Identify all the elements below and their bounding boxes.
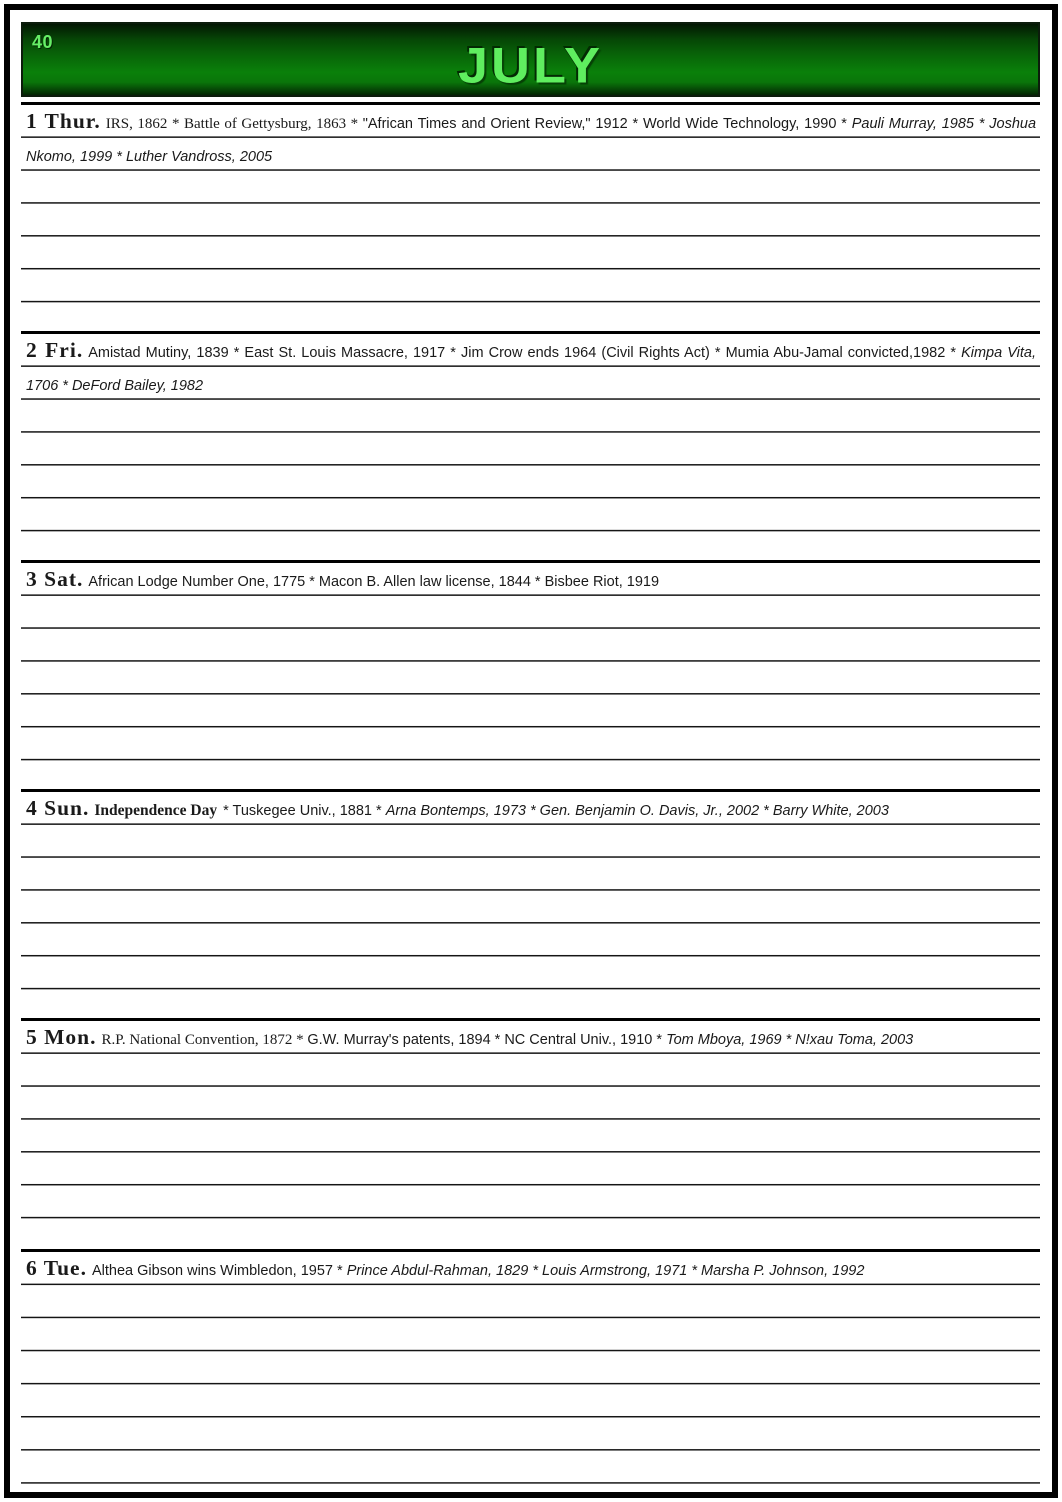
day-entry-1: [21, 102, 1040, 331]
day-4-events-sans: * Tuskegee Univ., 1881 *: [219, 803, 386, 819]
day-5-label: 5 Mon.: [26, 1025, 97, 1049]
month-banner: [21, 22, 1040, 97]
day-4-holiday: Independence Day: [94, 802, 218, 819]
day-1-events-italic: Pauli Murray, 1985 * Joshua Nkomo, 1999 * Luther Vandross, 2005: [26, 116, 1037, 165]
day-entry-2: [21, 331, 1040, 560]
day-entries: [21, 102, 1040, 1489]
day-entry-3: [21, 560, 1040, 789]
day-4-label: 4 Sun.: [26, 796, 90, 820]
day-6-events-sans: Althea Gibson wins Wimbledon, 1957 *: [91, 1263, 347, 1279]
month-title: JULY: [457, 38, 604, 94]
page-number: 40: [32, 32, 54, 52]
day-4-events: [21, 792, 1040, 828]
day-5-events-serif: R.P. National Convention, 1872 *: [101, 1032, 308, 1048]
day-6-label: 6 Tue.: [26, 1256, 87, 1280]
day-6-events-italic: Prince Abdul-Rahman, 1829 * Louis Armstrong, 1971 * Marsha P. Johnson, 1992: [346, 1263, 865, 1279]
day-3-events: [21, 563, 1040, 599]
day-entry-5: [21, 1018, 1040, 1249]
day-3-events-sans: African Lodge Number One, 1775 * Macon B. Allen law license, 1844 * Bisbee Riot, 1919: [88, 574, 660, 590]
day-4-events-italic: Arna Bontemps, 1973 * Gen. Benjamin O. Davis, Jr., 2002 * Barry White, 2003: [385, 803, 889, 819]
day-1-label: 1 Thur.: [26, 109, 101, 133]
day-2-events: [21, 334, 1040, 403]
day-1-events-sans: "African Times and Orient Review," 1912 * World Wide Technology, 1990 *: [362, 116, 852, 132]
day-1-events: [21, 105, 1040, 174]
day-2-label: 2 Fri.: [26, 338, 84, 362]
day-6-events: [21, 1252, 1040, 1288]
day-5-events-sans: G.W. Murray's patents, 1894 * NC Central Univ., 1910 *: [307, 1032, 667, 1048]
day-3-label: 3 Sat.: [26, 567, 84, 591]
day-5-events-italic: Tom Mboya, 1969 * N!xau Toma, 2003: [666, 1032, 914, 1048]
day-2-events-italic: Kimpa Vita, 1706 * DeFord Bailey, 1982: [26, 345, 1036, 394]
day-1-events-serif: IRS, 1862 * Battle of Gettysburg, 1863 *: [105, 116, 363, 132]
day-entry-6: [21, 1249, 1040, 1489]
day-entry-4: [21, 789, 1040, 1018]
day-2-events-sans: Amistad Mutiny, 1839 * East St. Louis Massacre, 1917 * Jim Crow ends 1964 (Civil Rights Act) * Mumia Abu-Jamal convicted,1982 *: [88, 345, 962, 361]
day-5-events: [21, 1021, 1040, 1057]
page-border: [4, 4, 1058, 1498]
